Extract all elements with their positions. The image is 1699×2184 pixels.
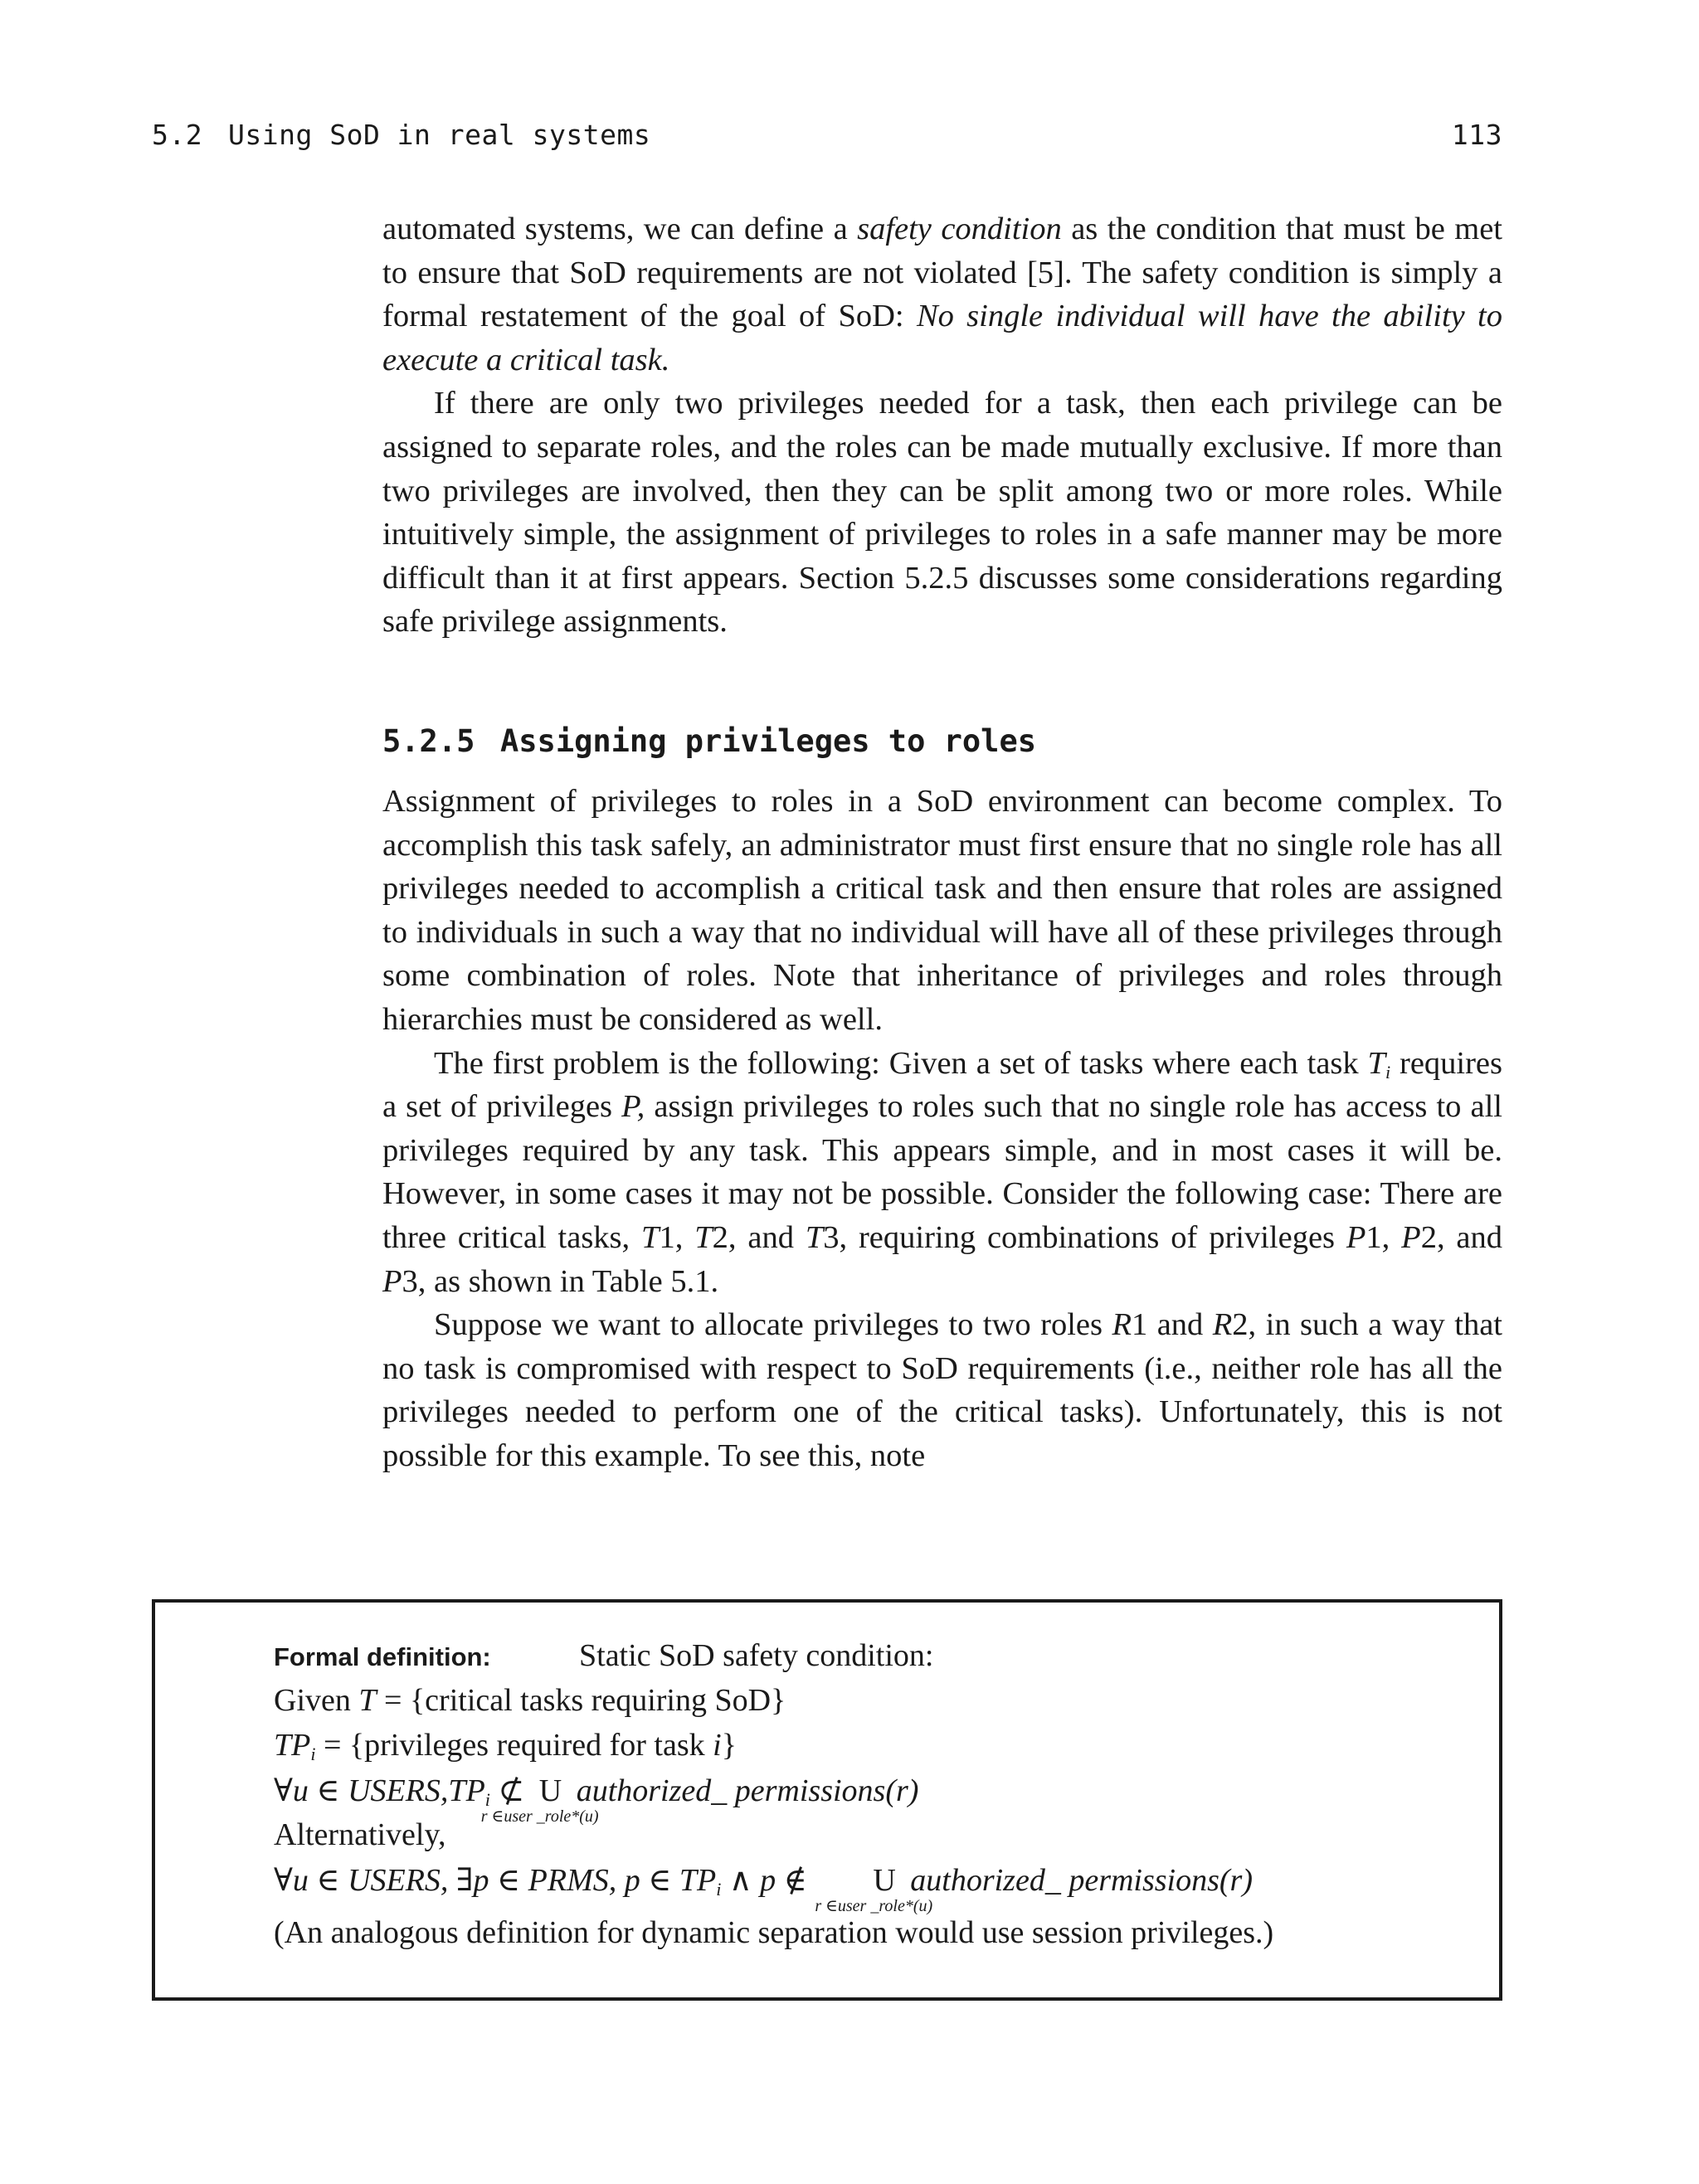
formal-definition-box bbox=[152, 1599, 1502, 2001]
paragraph-assignment: Assignment of privileges to roles in a SoD environment can become complex. To accomplish this task safely, an administrator must first ensure that no single role has all privileges needed to accomplish a critical task and then ensure that roles are assigned to individuals in such a way that no individual will have all of these privileges through some combination of roles. Note that inheritance of privileges and roles through hierarchies must be considered as well. bbox=[382, 784, 1502, 1037]
union-operator: U r ∈user _role*(u) bbox=[480, 1773, 599, 1826]
box-line-7: (An analogous definition for dynamic separation would use session privileges.) bbox=[274, 1915, 1274, 1950]
lower-text-block bbox=[382, 780, 1502, 1478]
box-line-1: Formal definition: Static SoD safety condition: bbox=[274, 1638, 934, 1673]
paragraph-two-privileges: If there are only two privileges needed for a task, then each privilege can be assigned to separate roles, and the roles can be made mutually exclusive. If more than two privileges are involved, then they can be split among two or more roles. While intuitively simple, the assignment of privileges to roles in a safe manner may be more difficult than it at first appears. Section 5.2.5 discusses some considerations regarding safe privilege assignments. bbox=[382, 386, 1502, 640]
upper-text-block bbox=[382, 207, 1502, 644]
box-line-4-formula: ∀u ∈ $USERS,TP_i$ ⊄ U r ∈user _role*(u) authorized_ permissions(r) bbox=[274, 1773, 919, 1826]
header-section-number: 5.2 bbox=[152, 119, 203, 151]
running-header bbox=[152, 119, 1502, 157]
section-title: Assigning privileges to roles bbox=[500, 723, 1037, 759]
header-title: Using SoD in real systems bbox=[228, 119, 651, 151]
page-number: 113 bbox=[1451, 119, 1502, 151]
paragraph-suppose: Suppose we want to allocate privileges to two roles R1 and R2, in such a way that no task is compromised with respect to SoD requirements (i.e., neither role has all the privileges needed to perform one of the critical tasks). Unfortunately, this is not possible for this example. To see this, note bbox=[382, 1307, 1502, 1473]
box-line-5: Alternatively, bbox=[274, 1817, 446, 1852]
box-line-2: Given T = {critical tasks requiring SoD} bbox=[274, 1683, 786, 1718]
formal-definition-label: Formal definition: bbox=[274, 1642, 491, 1671]
paragraph-first-problem: The first problem is the following: Given a set of tasks where each task $T_i$ requires a set of privileges P, assign privileges to roles such that no single role has access to all privileges required by any task. This appears simple, and in most cases it will be. However, in some cases it may not be possible. Consider the following case: There are three critical tasks, T1, T2, and T3, requiring combinations of privileges P1, P2, and P3, as shown in Table 5.1. bbox=[382, 1045, 1503, 1299]
box-line-3: $TP_i$ = {privileges required for task i} bbox=[274, 1728, 737, 1764]
section-number: 5.2.5 bbox=[382, 723, 475, 759]
box-line-6-formula: ∀u ∈ USERS, ∃p ∈ PRMS, p ∈ $TP_i$ ∧ p ∉ U r ∈user _role*(u) authorized_ permissions(r) bbox=[274, 1863, 1253, 1915]
paragraph-safety-condition: automated systems, we can define a safety condition as the condition that must be met to ensure that SoD requirements are not violated [5]. The safety condition is simply a formal restatement of the goal of SoD: No single individual will have the ability to execute a critical task. bbox=[382, 212, 1502, 377]
union-operator: U r ∈user _role*(u) bbox=[815, 1863, 933, 1915]
